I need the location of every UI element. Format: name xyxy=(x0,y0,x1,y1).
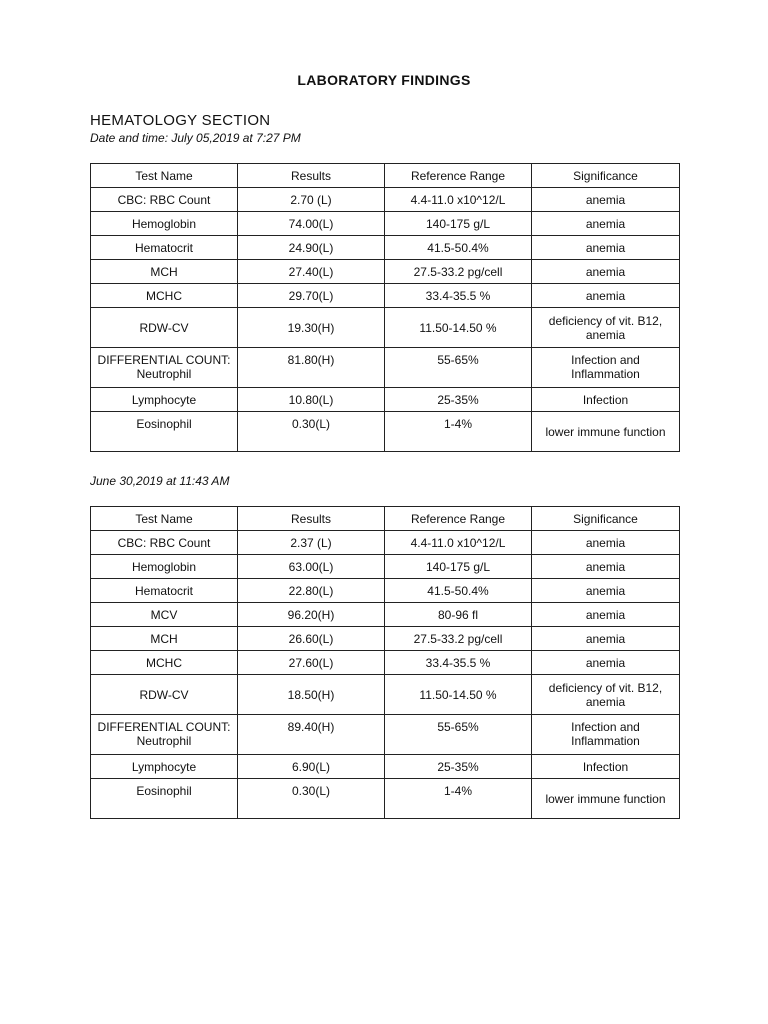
test-name-cell: Hemoglobin xyxy=(91,555,238,579)
reference-range-cell: 27.5-33.2 pg/cell xyxy=(385,627,532,651)
reference-range-cell: 1-4% xyxy=(385,412,532,452)
significance-cell: anemia xyxy=(532,603,680,627)
reference-range-cell: 33.4-35.5 % xyxy=(385,651,532,675)
significance-cell: anemia xyxy=(532,260,680,284)
significance-cell: Infection xyxy=(532,755,680,779)
reference-range-cell: 80-96 fl xyxy=(385,603,532,627)
table-row xyxy=(91,212,680,236)
reference-range-cell: 140-175 g/L xyxy=(385,555,532,579)
table-row xyxy=(91,412,680,452)
reference-range-cell: 33.4-35.5 % xyxy=(385,284,532,308)
significance-cell: anemia xyxy=(532,212,680,236)
result-cell: 0.30(L) xyxy=(238,779,385,819)
table-header-row xyxy=(91,507,680,531)
hematology-table-june xyxy=(90,506,680,819)
result-cell: 27.60(L) xyxy=(238,651,385,675)
result-cell: 24.90(L) xyxy=(238,236,385,260)
header-test-name: Test Name xyxy=(91,164,238,188)
result-cell: 81.80(H) xyxy=(238,348,385,388)
page-title: LABORATORY FINDINGS xyxy=(297,72,471,88)
reference-range-cell: 55-65% xyxy=(385,348,532,388)
table-row xyxy=(91,308,680,348)
report-datetime: Date and time: July 05,2019 at 7:27 PM xyxy=(90,131,301,145)
significance-cell: anemia xyxy=(532,188,680,212)
result-cell: 0.30(L) xyxy=(238,412,385,452)
test-name-cell: Lymphocyte xyxy=(91,755,238,779)
result-cell: 74.00(L) xyxy=(238,212,385,236)
test-name-cell: MCH xyxy=(91,260,238,284)
result-cell: 19.30(H) xyxy=(238,308,385,348)
table-row xyxy=(91,555,680,579)
test-name-cell: MCHC xyxy=(91,651,238,675)
significance-cell: lower immune function xyxy=(532,779,680,819)
table-row xyxy=(91,531,680,555)
header-test-name: Test Name xyxy=(91,507,238,531)
reference-range-cell: 55-65% xyxy=(385,715,532,755)
result-cell: 27.40(L) xyxy=(238,260,385,284)
significance-cell: anemia xyxy=(532,284,680,308)
significance-cell: anemia xyxy=(532,627,680,651)
test-name-cell: MCV xyxy=(91,603,238,627)
result-cell: 96.20(H) xyxy=(238,603,385,627)
report-datetime: June 30,2019 at 11:43 AM xyxy=(90,474,230,488)
result-cell: 2.37 (L) xyxy=(238,531,385,555)
test-name-cell: RDW-CV xyxy=(91,675,238,715)
significance-cell: deficiency of vit. B12, anemia xyxy=(532,675,680,715)
reference-range-cell: 11.50-14.50 % xyxy=(385,308,532,348)
significance-cell: anemia xyxy=(532,651,680,675)
reference-range-cell: 41.5-50.4% xyxy=(385,579,532,603)
reference-range-cell: 1-4% xyxy=(385,779,532,819)
result-cell: 2.70 (L) xyxy=(238,188,385,212)
test-name-cell: MCHC xyxy=(91,284,238,308)
header-reference-range: Reference Range xyxy=(385,164,532,188)
test-name-cell: DIFFERENTIAL COUNT: Neutrophil xyxy=(91,715,238,755)
result-cell: 6.90(L) xyxy=(238,755,385,779)
result-cell: 18.50(H) xyxy=(238,675,385,715)
result-cell: 29.70(L) xyxy=(238,284,385,308)
result-cell: 10.80(L) xyxy=(238,388,385,412)
table-row xyxy=(91,779,680,819)
reference-range-cell: 140-175 g/L xyxy=(385,212,532,236)
test-name-cell: Eosinophil xyxy=(91,412,238,452)
reference-range-cell: 4.4-11.0 x10^12/L xyxy=(385,188,532,212)
significance-cell: Infection xyxy=(532,388,680,412)
table-row xyxy=(91,348,680,388)
significance-cell: Infection and Inflammation xyxy=(532,715,680,755)
table-header-row xyxy=(91,164,680,188)
table-row xyxy=(91,579,680,603)
reference-range-cell: 25-35% xyxy=(385,388,532,412)
result-cell: 63.00(L) xyxy=(238,555,385,579)
table-row xyxy=(91,651,680,675)
table-row xyxy=(91,260,680,284)
reference-range-cell: 11.50-14.50 % xyxy=(385,675,532,715)
header-reference-range: Reference Range xyxy=(385,507,532,531)
significance-cell: deficiency of vit. B12, anemia xyxy=(532,308,680,348)
header-significance: Significance xyxy=(532,164,680,188)
test-name-cell: CBC: RBC Count xyxy=(91,188,238,212)
table-row xyxy=(91,236,680,260)
test-name-cell: Hematocrit xyxy=(91,579,238,603)
result-cell: 26.60(L) xyxy=(238,627,385,651)
test-name-cell: DIFFERENTIAL COUNT: Neutrophil xyxy=(91,348,238,388)
table-row xyxy=(91,188,680,212)
reference-range-cell: 25-35% xyxy=(385,755,532,779)
significance-cell: lower immune function xyxy=(532,412,680,452)
significance-cell: anemia xyxy=(532,579,680,603)
test-name-cell: CBC: RBC Count xyxy=(91,531,238,555)
test-name-cell: Lymphocyte xyxy=(91,388,238,412)
significance-cell: anemia xyxy=(532,236,680,260)
test-name-cell: Hemoglobin xyxy=(91,212,238,236)
table-row xyxy=(91,715,680,755)
reference-range-cell: 27.5-33.2 pg/cell xyxy=(385,260,532,284)
significance-cell: anemia xyxy=(532,531,680,555)
hematology-table-july xyxy=(90,163,680,452)
table-row xyxy=(91,388,680,412)
significance-cell: anemia xyxy=(532,555,680,579)
significance-cell: Infection and Inflammation xyxy=(532,348,680,388)
test-name-cell: RDW-CV xyxy=(91,308,238,348)
header-significance: Significance xyxy=(532,507,680,531)
test-name-cell: Eosinophil xyxy=(91,779,238,819)
reference-range-cell: 41.5-50.4% xyxy=(385,236,532,260)
test-name-cell: MCH xyxy=(91,627,238,651)
header-results: Results xyxy=(238,164,385,188)
result-cell: 22.80(L) xyxy=(238,579,385,603)
table-row xyxy=(91,627,680,651)
test-name-cell: Hematocrit xyxy=(91,236,238,260)
header-results: Results xyxy=(238,507,385,531)
table-row xyxy=(91,603,680,627)
table-row xyxy=(91,755,680,779)
table-row xyxy=(91,675,680,715)
reference-range-cell: 4.4-11.0 x10^12/L xyxy=(385,531,532,555)
table-row xyxy=(91,284,680,308)
section-heading: HEMATOLOGY SECTION xyxy=(90,112,271,129)
result-cell: 89.40(H) xyxy=(238,715,385,755)
